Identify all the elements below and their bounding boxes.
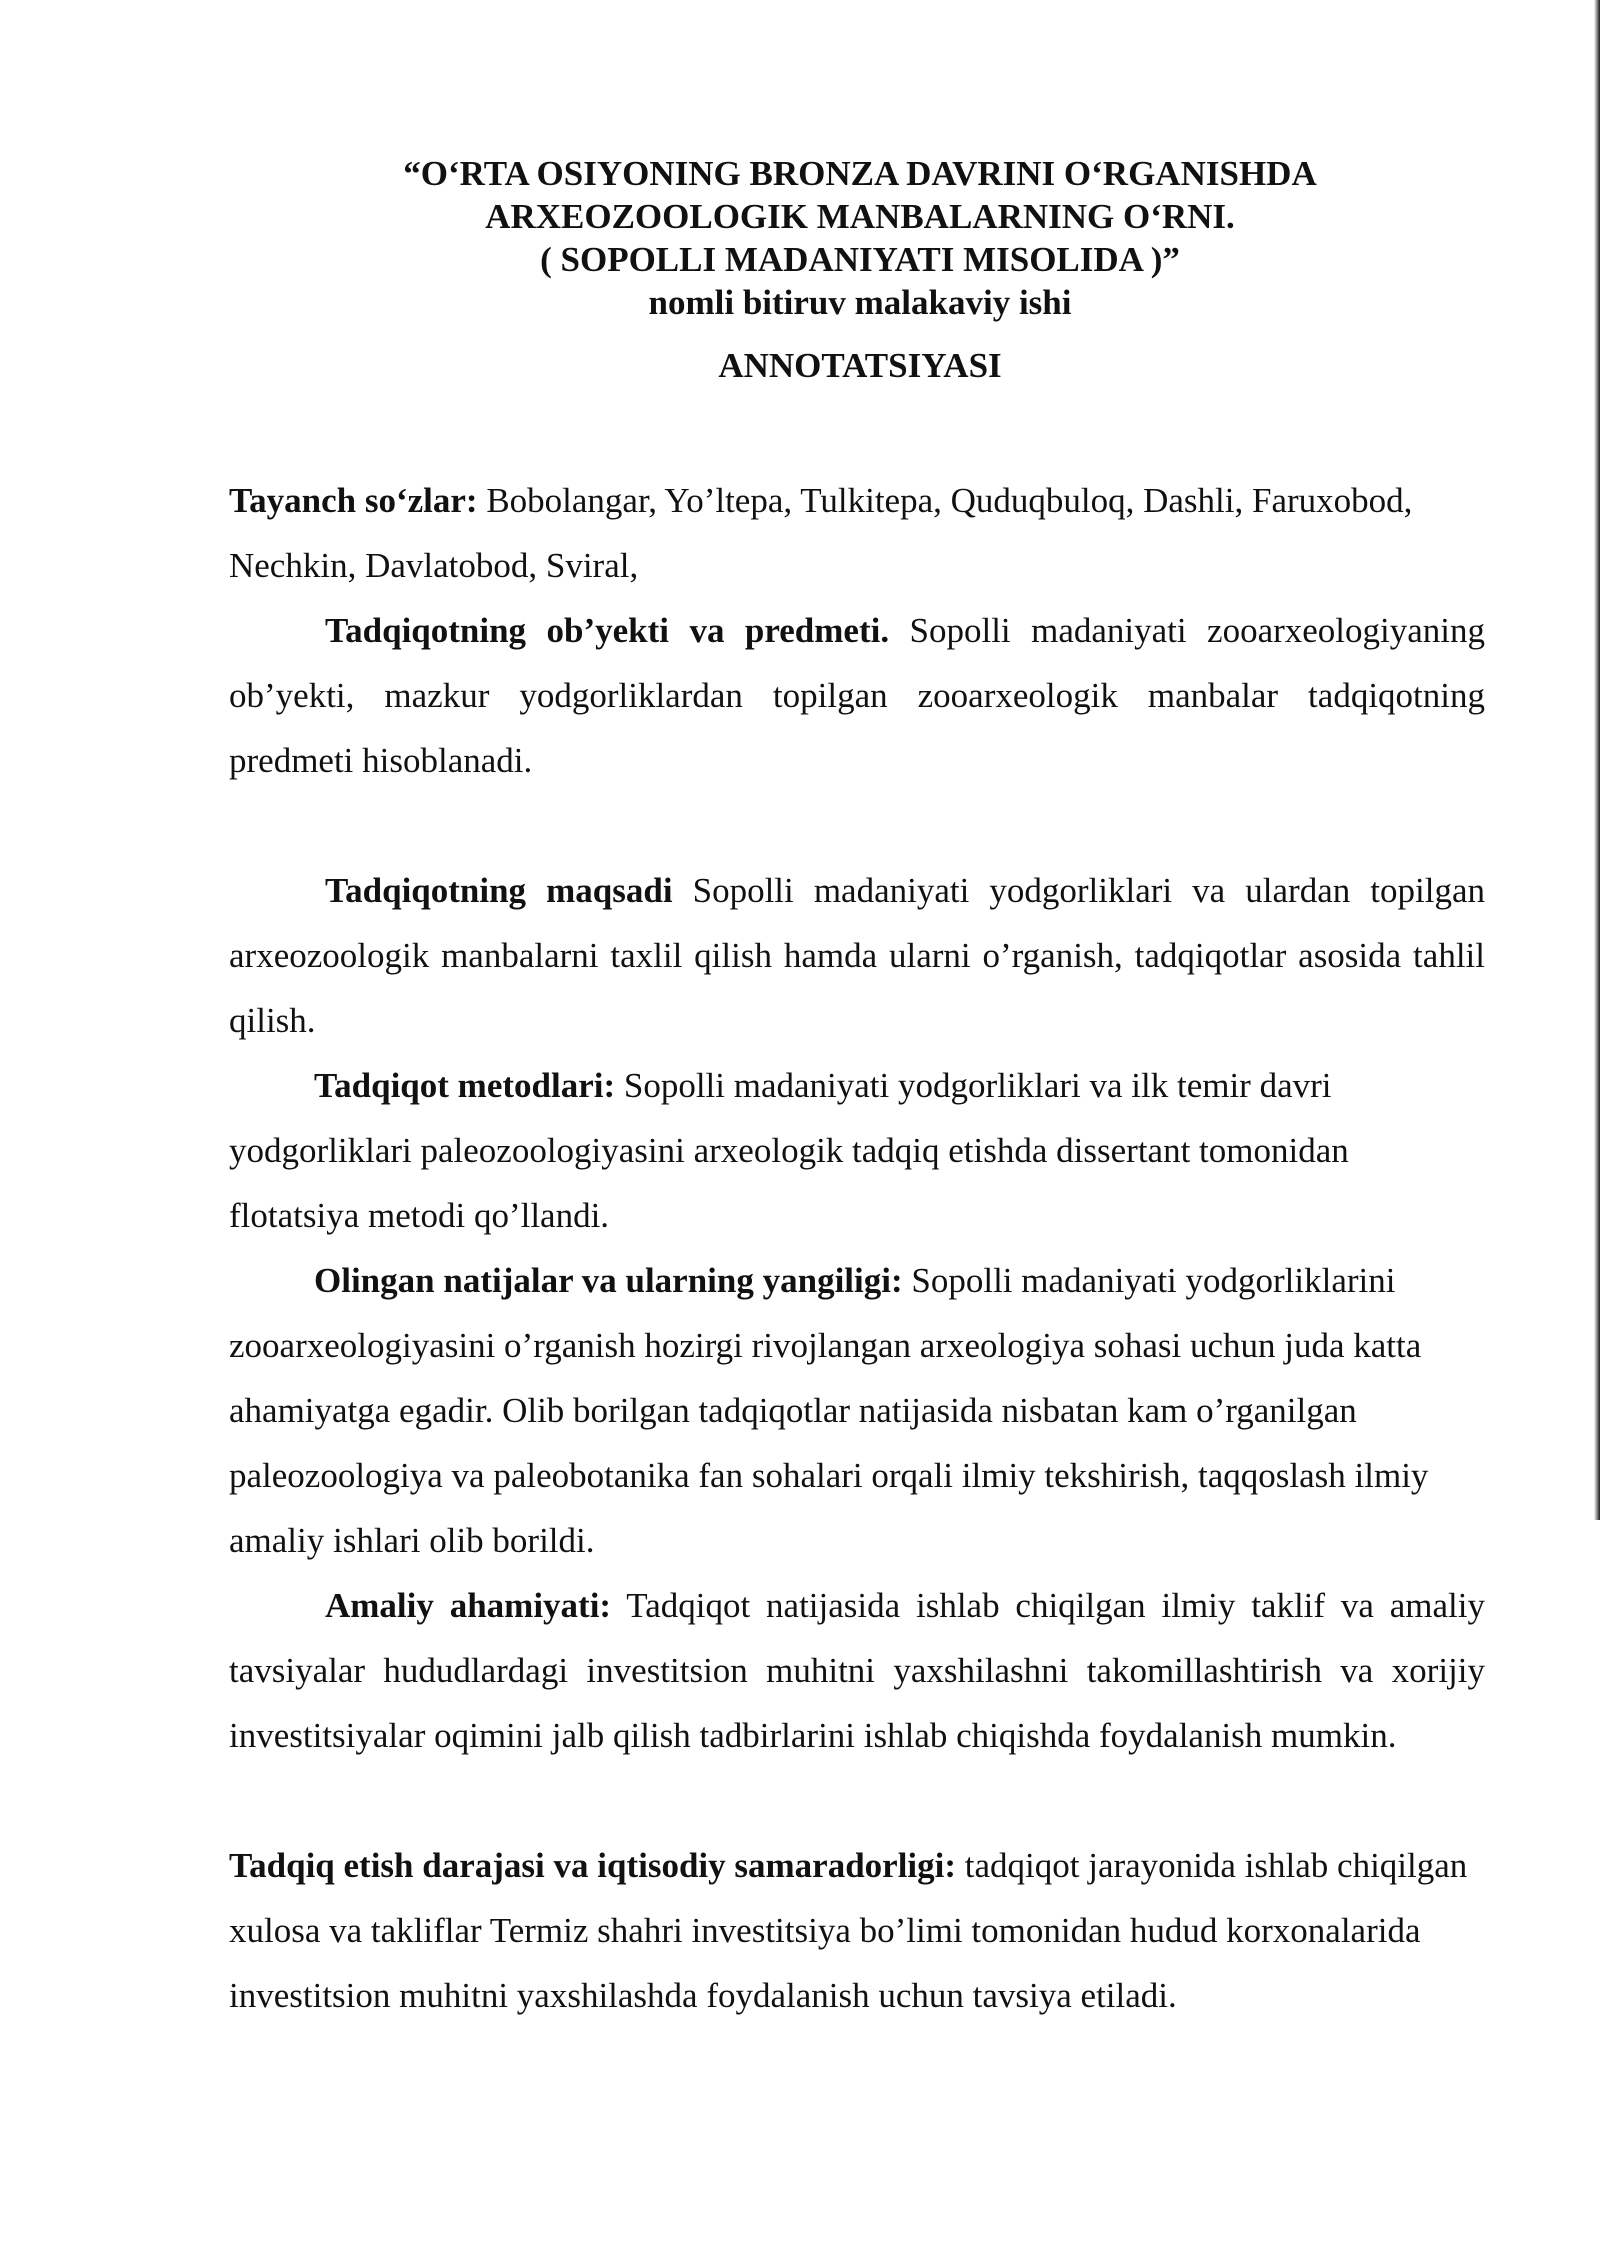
practical-text: Tadqiqot natijasida ishlab chiqilgan ilmiy taklif va amaliy tavsiyalar hududlardagi investitsion muhitni yaxshilashni takomillashtirish va xorijiy investitsiyalar oqimini jalb qilish tadbirlarini ishlab chiqishda foydalanish mumkin.	[229, 1586, 1485, 1755]
results-label: Olingan natijalar va ularning yangiligi:	[314, 1261, 903, 1300]
level-text: tadqiqot jarayonida ishlab chiqilgan xulosa va takliflar Termiz shahri investitsiya bo’limi tomonidan hudud korxonalarida investitsion muhitni yaxshilashda foydalanish uchun tavsiya etiladi.	[229, 1846, 1468, 2015]
level-label: Tadqiq etish darajasi va iqtisodiy samaradorligi:	[229, 1846, 957, 1885]
title-line-1: “O‘RTA OSIYONING BRONZA DAVRINI O‘RGANISHDA	[403, 154, 1317, 193]
methods-text: Sopolli madaniyati yodgorliklari va ilk temir davri yodgorliklari paleozoologiyasini arxeologik tadqiq etishda dissertant tomonidan flotatsiya metodi qo’llandi.	[229, 1066, 1349, 1235]
keywords-text: Bobolangar, Yo’ltepa, Tulkitepa, Quduqbuloq, Dashli, Faruxobod, Nechkin, Davlatobod, Sviral,	[229, 481, 1413, 585]
methods-label: Tadqiqot metodlari:	[314, 1066, 616, 1105]
results-text: Sopolli madaniyati yodgorliklarini zooarxeologiyasini o’rganish hozirgi rivojlangan arxeologiya sohasi uchun juda katta ahamiyatga egadir. Olib borilgan tadqiqotlar natijasida nisbatan kam o’rganilgan paleozoologiya va paleobotanika fan sohalari orqali ilmiy tekshirish, taqqoslash ilmiy amaliy ishlari olib borildi.	[229, 1261, 1429, 1560]
title-line-3: ( SOPOLLI MADANIYATI MISOLIDA )”	[540, 240, 1180, 279]
keywords-label: Tayanch so‘zlar:	[229, 481, 478, 520]
title-line-4: nomli bitiruv malakaviy ishi	[648, 283, 1072, 322]
goal-label: Tadqiqotning maqsadi	[325, 871, 673, 910]
object-text: Sopolli madaniyati zooarxeologiyaning ob’yekti, mazkur yodgorliklardan topilgan zooarxeologik manbalar tadqiqotning predmeti hisoblanadi.	[229, 611, 1486, 780]
keywords-paragraph	[229, 468, 1485, 598]
goal-paragraph	[229, 858, 1485, 1053]
methods-paragraph	[229, 1053, 1485, 1248]
annotation-heading: ANNOTATSIYASI	[718, 346, 1002, 385]
title-line-2: ARXEOZOOLOGIK MANBALARNING O‘RNI.	[485, 197, 1235, 236]
document-title	[180, 152, 1540, 324]
goal-text: Sopolli madaniyati yodgorliklari va ulardan topilgan arxeozoologik manbalarni taxlil qilish hamda ularni o’rganish, tadqiqotlar asosida tahlil qilish.	[229, 871, 1485, 1040]
object-label: Tadqiqotning ob’yekti va predmeti.	[325, 611, 890, 650]
results-paragraph	[229, 1248, 1485, 1573]
page-edge-shadow	[1594, 0, 1600, 1520]
practical-label: Amaliy ahamiyati:	[325, 1586, 612, 1625]
practical-paragraph	[229, 1573, 1485, 1768]
level-paragraph	[229, 1833, 1485, 2028]
object-paragraph	[229, 598, 1485, 793]
